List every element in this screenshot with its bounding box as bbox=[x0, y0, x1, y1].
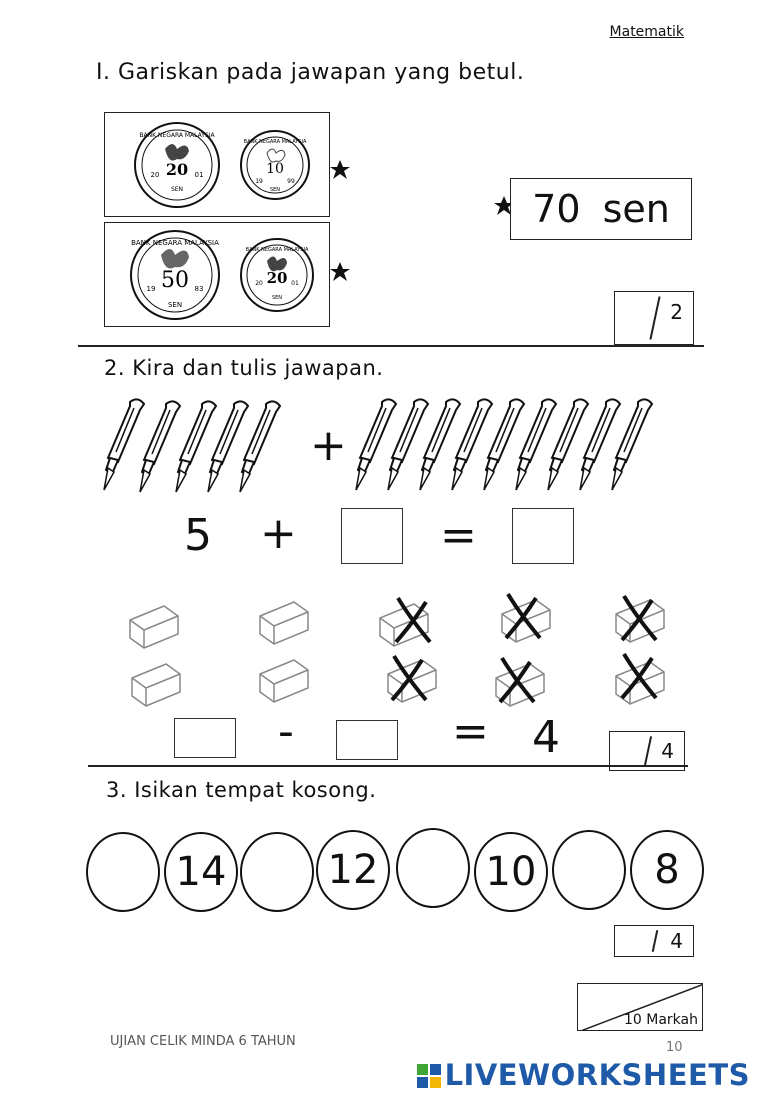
svg-text:SEN: SEN bbox=[269, 187, 281, 193]
pens-illustration bbox=[100, 398, 760, 498]
score-slash bbox=[649, 296, 660, 339]
svg-text:SEN: SEN bbox=[167, 301, 183, 309]
sequence-blank-2[interactable] bbox=[240, 832, 314, 912]
coin-option-a[interactable] bbox=[104, 112, 330, 217]
q3-score-box bbox=[614, 925, 694, 957]
svg-text:99: 99 bbox=[287, 178, 295, 185]
svg-text:20: 20 bbox=[150, 171, 160, 179]
sequence-number: 8 bbox=[630, 830, 704, 910]
svg-text:BANK NEGARA MALAYSIA: BANK NEGARA MALAYSIA bbox=[245, 247, 309, 253]
section-divider bbox=[88, 765, 688, 767]
question-3-instruction: 3. Isikan tempat kosong. bbox=[106, 778, 377, 802]
eq2-operator: - bbox=[278, 706, 294, 757]
svg-text:BANK NEGARA MALAYSIA: BANK NEGARA MALAYSIA bbox=[139, 132, 215, 139]
svg-text:20: 20 bbox=[266, 269, 288, 287]
target-amount: 70 sen bbox=[510, 178, 692, 240]
sequence-blank-1[interactable] bbox=[86, 832, 160, 912]
sequence-blank-4[interactable] bbox=[552, 830, 626, 910]
svg-text:20: 20 bbox=[165, 160, 189, 179]
svg-text:BANK NEGARA MALAYSIA: BANK NEGARA MALAYSIA bbox=[131, 239, 219, 247]
q3-score-max: 4 bbox=[670, 929, 683, 953]
svg-text:10: 10 bbox=[266, 161, 284, 177]
svg-text:19: 19 bbox=[255, 178, 263, 185]
sequence-number: 12 bbox=[316, 830, 390, 910]
q1-score-max: 2 bbox=[670, 300, 683, 324]
liveworksheets-logo-icon bbox=[417, 1064, 441, 1088]
plus-sign: + bbox=[310, 420, 347, 471]
svg-text:20: 20 bbox=[255, 280, 263, 287]
eq1-left-number: 5 bbox=[184, 510, 212, 561]
score-slash bbox=[652, 930, 659, 952]
coin-option-b[interactable] bbox=[104, 222, 330, 327]
page-number: 10 bbox=[666, 1040, 683, 1055]
brand-text: LIVEWORKSHEETS bbox=[444, 1058, 750, 1092]
star-icon bbox=[330, 262, 350, 282]
coins-b-image bbox=[105, 223, 329, 326]
sequence-number: 10 bbox=[474, 832, 548, 912]
total-score-box bbox=[577, 983, 703, 1031]
coins-a-image bbox=[105, 113, 329, 216]
sequence-blank-3[interactable] bbox=[396, 828, 470, 908]
eq2-equals: = bbox=[452, 706, 489, 757]
q1-score-box bbox=[614, 291, 694, 345]
q2-score-max: 4 bbox=[661, 739, 674, 763]
subject-header: Matematik bbox=[609, 24, 684, 40]
eq2-answer-box-2[interactable] bbox=[336, 720, 398, 760]
eq1-answer-box-2[interactable] bbox=[512, 508, 574, 564]
svg-text:83: 83 bbox=[194, 285, 204, 293]
eq1-operator: + bbox=[260, 508, 297, 559]
svg-text:BANK NEGARA MALAYSIA: BANK NEGARA MALAYSIA bbox=[243, 139, 307, 145]
svg-text:SEN: SEN bbox=[170, 186, 184, 193]
erasers-illustration bbox=[120, 590, 680, 710]
liveworksheets-brand bbox=[417, 1058, 750, 1092]
total-label: 10 Markah bbox=[624, 1012, 698, 1028]
sequence-number: 14 bbox=[164, 832, 238, 912]
question-1-instruction: I. Gariskan pada jawapan yang betul. bbox=[96, 60, 525, 85]
eq2-answer-box-1[interactable] bbox=[174, 718, 236, 758]
score-slash bbox=[644, 736, 652, 766]
svg-text:01: 01 bbox=[194, 171, 204, 179]
question-2-instruction: 2. Kira dan tulis jawapan. bbox=[104, 356, 384, 380]
eq1-answer-box-1[interactable] bbox=[341, 508, 403, 564]
eq1-equals: = bbox=[440, 510, 477, 561]
eq2-result: 4 bbox=[532, 712, 560, 763]
star-icon bbox=[330, 160, 350, 180]
svg-text:01: 01 bbox=[291, 280, 299, 287]
svg-text:50: 50 bbox=[161, 268, 189, 293]
section-divider bbox=[78, 345, 704, 347]
footer-title: UJIAN CELIK MINDA 6 TAHUN bbox=[110, 1034, 296, 1049]
svg-text:SEN: SEN bbox=[271, 295, 283, 301]
svg-text:19: 19 bbox=[146, 285, 156, 293]
